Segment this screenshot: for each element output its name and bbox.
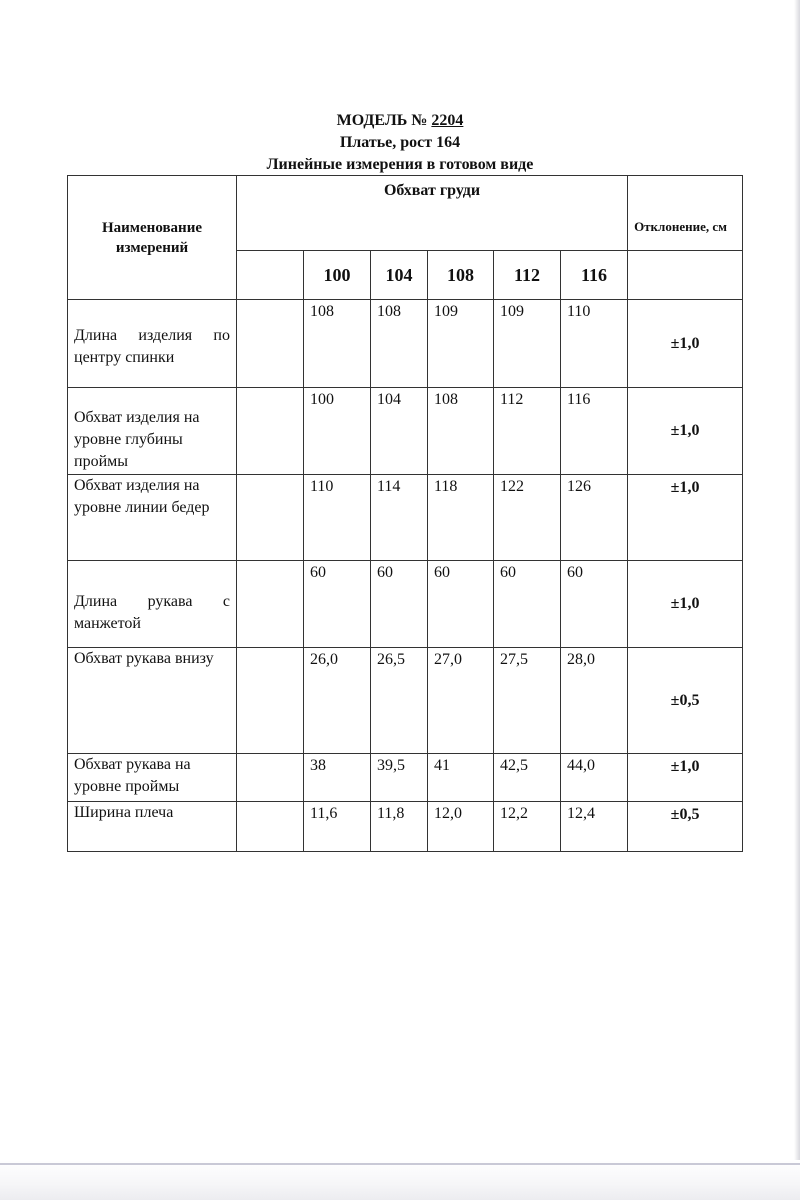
empty-cell — [237, 300, 304, 388]
row-value: 112 — [494, 388, 561, 475]
row-value: 109 — [428, 300, 494, 388]
size-header: 116 — [561, 251, 628, 300]
row-value: 26,0 — [304, 648, 371, 754]
model-prefix: МОДЕЛЬ № — [336, 112, 428, 129]
page-edge-line — [0, 1163, 800, 1165]
model-title — [0, 111, 800, 131]
row-value: 60 — [428, 561, 494, 648]
row-value: 104 — [371, 388, 428, 475]
row-value: 118 — [428, 475, 494, 561]
row-value: 60 — [371, 561, 428, 648]
row-value: 100 — [304, 388, 371, 475]
size-spacer — [237, 251, 304, 300]
table-caption: Линейные измерения в готовом виде — [266, 156, 534, 173]
row-value: 11,6 — [304, 802, 371, 852]
row-value: 126 — [561, 475, 628, 561]
row-value: 41 — [428, 754, 494, 802]
row-deviation: ±1,0 — [628, 561, 743, 648]
empty-cell — [237, 648, 304, 754]
row-deviation: ±1,0 — [628, 388, 743, 475]
empty-cell — [237, 561, 304, 648]
row-name: Обхват изделия на уровне линии бедер — [68, 475, 237, 561]
row-value: 39,5 — [371, 754, 428, 802]
row-value: 42,5 — [494, 754, 561, 802]
deviation-header: Отклонение, см — [628, 176, 743, 251]
bust-header: Обхват груди — [237, 176, 628, 251]
size-header: 104 — [371, 251, 428, 300]
row-value: 110 — [304, 475, 371, 561]
empty-cell — [237, 475, 304, 561]
page-edge-shadow — [794, 0, 800, 1200]
row-value: 109 — [494, 300, 561, 388]
header-row-1 — [68, 176, 743, 251]
size-header: 112 — [494, 251, 561, 300]
measurements-table — [67, 175, 743, 852]
row-name: Обхват рукава на уровне проймы — [68, 754, 237, 802]
size-header: 100 — [304, 251, 371, 300]
row-value: 11,8 — [371, 802, 428, 852]
row-value: 28,0 — [561, 648, 628, 754]
table-row — [68, 388, 743, 475]
row-value: 122 — [494, 475, 561, 561]
deviation-spacer — [628, 251, 743, 300]
row-deviation: ±0,5 — [628, 648, 743, 754]
row-value: 114 — [371, 475, 428, 561]
table-row — [68, 648, 743, 754]
table-row — [68, 561, 743, 648]
row-value: 26,5 — [371, 648, 428, 754]
row-value: 12,2 — [494, 802, 561, 852]
row-value: 12,4 — [561, 802, 628, 852]
table-row — [68, 754, 743, 802]
row-name: Ширина плеча — [68, 802, 237, 852]
row-value: 110 — [561, 300, 628, 388]
table-row — [68, 802, 743, 852]
row-value: 44,0 — [561, 754, 628, 802]
row-value: 27,5 — [494, 648, 561, 754]
row-name: Длина изделия по центру спинки — [68, 300, 237, 388]
row-name: Длина рукава с манжетой — [68, 561, 237, 648]
row-deviation: ±0,5 — [628, 802, 743, 852]
row-name: Обхват рукава внизу — [68, 648, 237, 754]
table-row — [68, 300, 743, 388]
model-subtitle: Платье, рост 164 — [339, 134, 461, 151]
row-value: 108 — [304, 300, 371, 388]
model-number: 2204 — [431, 112, 464, 129]
row-name: Обхват изделия на уровне глубины проймы — [68, 388, 237, 475]
row-value: 116 — [561, 388, 628, 475]
row-value: 108 — [371, 300, 428, 388]
row-deviation: ±1,0 — [628, 754, 743, 802]
row-value: 12,0 — [428, 802, 494, 852]
row-value: 60 — [494, 561, 561, 648]
row-value: 60 — [561, 561, 628, 648]
row-value: 27,0 — [428, 648, 494, 754]
size-header: 108 — [428, 251, 494, 300]
empty-cell — [237, 802, 304, 852]
empty-cell — [237, 754, 304, 802]
row-deviation: ±1,0 — [628, 475, 743, 561]
name-column-header: Наименование измерений — [68, 176, 237, 300]
row-value: 60 — [304, 561, 371, 648]
page-bottom-shadow — [0, 1160, 800, 1200]
row-value: 38 — [304, 754, 371, 802]
row-value: 108 — [428, 388, 494, 475]
empty-cell — [237, 388, 304, 475]
table-row — [68, 475, 743, 561]
row-deviation: ±1,0 — [628, 300, 743, 388]
